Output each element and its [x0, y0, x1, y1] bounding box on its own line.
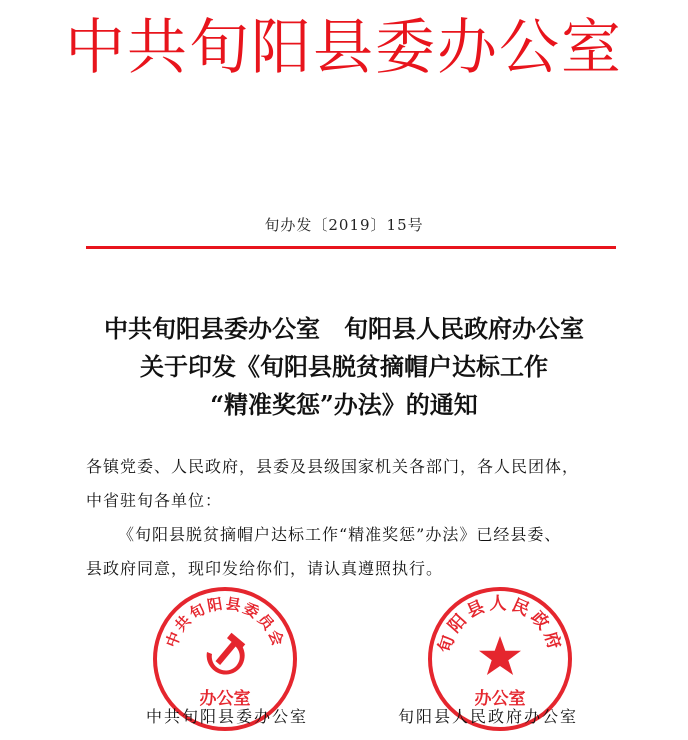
red-divider-line	[86, 246, 616, 249]
seal-left-outer-text: 中共旬阳县委员会	[162, 594, 288, 650]
seal-left-inner-text: 办公室	[199, 689, 251, 709]
seal-right-inner-text: 办公室	[474, 689, 526, 709]
document-title	[0, 310, 688, 424]
signature-right: 旬阳县人民政府办公室	[398, 707, 579, 726]
issuing-authority-header: 中共旬阳县委办公室	[65, 13, 623, 83]
hammer-sickle-icon	[207, 633, 246, 675]
recipients-line-2: 中省驻旬各单位：	[86, 491, 223, 510]
title-line-3: “精准奖惩”办法》的通知	[210, 390, 478, 419]
signature-left: 中共旬阳县委办公室	[146, 707, 309, 726]
recipients-line-1: 各镇党委、人民政府，县委及县级国家机关各部门，各人民团体，	[86, 457, 580, 476]
body-paragraph-line-2: 县政府同意，现印发给你们，请认真遵照执行。	[86, 559, 444, 578]
document-body	[86, 452, 626, 588]
star-icon	[479, 636, 521, 675]
title-line-2: 关于印发《旬阳县脱贫摘帽户达标工作	[140, 352, 548, 381]
seal-right-outer-text: 旬阳县人民政府	[434, 593, 566, 656]
document-number: 旬办发〔2019〕15号	[264, 216, 424, 234]
body-paragraph-line-1: 《旬阳县脱贫摘帽户达标工作“精准奖惩”办法》已经县委、	[118, 525, 562, 544]
title-line-1: 中共旬阳县委办公室 旬阳县人民政府办公室	[104, 314, 584, 343]
